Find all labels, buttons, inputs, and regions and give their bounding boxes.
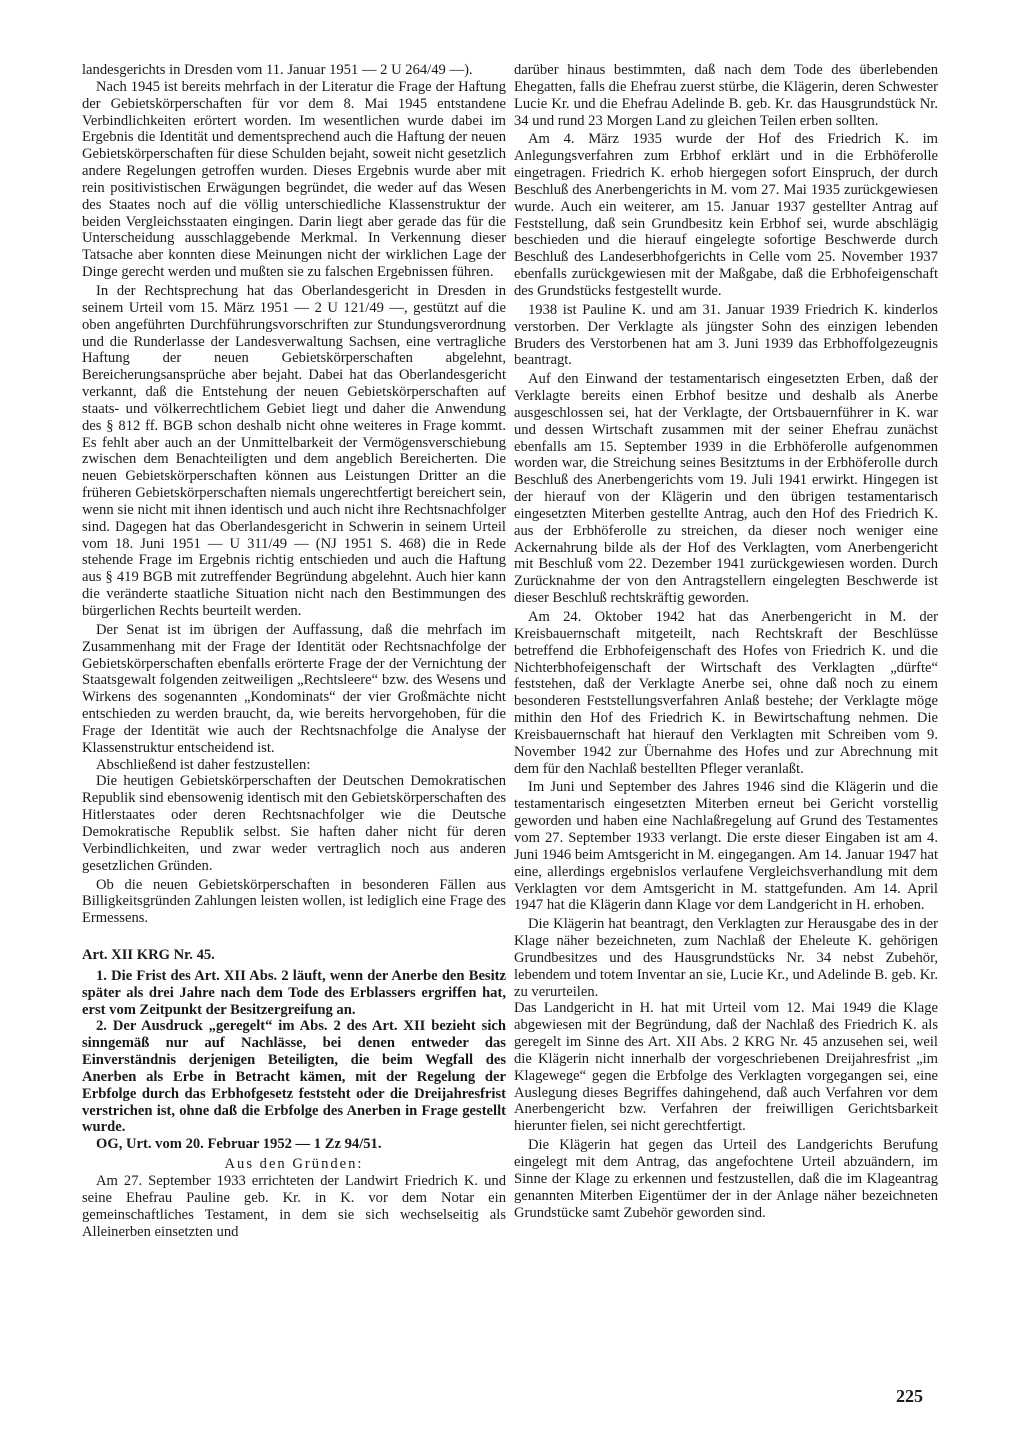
paragraph: 1938 ist Pauline K. und am 31. Januar 1939 Friedrich K. kinderlos verstorben. Der Verklagte als jüngster Sohn des einzigen lebenden Bruders des Verstorbenen hat am 3. Juni 1939 das Erbhoffolgezeugnis beantragt. xyxy=(514,301,938,369)
paragraph: In der Rechtsprechung hat das Oberlandesgericht in Dresden in seinem Urteil vom 15. März 1951 — 2 U 121/49 —, gestützt auf die oben angeführten Durchführungsvorschriften zur Stundungsverordnung und die Runderlasse der Landesverwaltung Sachsen, eine vertragliche Haftung der neuen Gebietskörperschaften abgelehnt, Bereicherungsansprüche aber bejaht. Dabei hat das Oberlandesgericht verkannt, daß die Entstehung der neuen Gebietskörperschaften auf staats- und völkerrechtlichem Gebiet liegt und daher die Anwendung des § 812 ff. BGB schon deshalb nicht ohne weiteres in Frage kommt. Es fehlt aber auch an der Unmittelbarkeit der Vermögensverschiebung zwischen dem Benachteiligten und dem angeblich Bereicherten. Die neuen Gebietskörperschaften können aus Leistungen Dritter an die früheren Gebietskörperschaften niemals ungerechtfertigt bereichert sein, wenn sie nicht mit ihnen identisch und auch nicht ihre Rechtsnachfolger sind. Dagegen hat das Oberlandesgericht in Schwerin in seinem Urteil vom 18. Juni 1951 — U 311/49 — (NJ 1951 S. 468) die in Rede stehende Frage im Ergebnis richtig entschieden und auch die Haftung aus § 419 BGB mit zutreffender Begründung abgelehnt. Auch hier kann die veränderte staatliche Situation nicht nach den Bestimmungen des bürgerlichen Rechts beurteilt werden. xyxy=(82,282,506,619)
paragraph: landesgerichts in Dresden vom 11. Januar 1951 — 2 U 264/49 —). xyxy=(82,62,473,78)
paragraph: Das Landgericht in H. hat mit Urteil vom 12. Mai 1949 die Klage abgewiesen mit der Begründung, daß der Nachlaß des Friedrich K. als geregelt im Sinne des Art. XII Abs. 2 KRG Nr. 45 anzusehen sei, weil die Klägerin nicht innerhalb der vorgeschriebenen Dreijahresfrist „im Klagewege“ gegen die Erbfolge des Verklagten vorgegangen sei, eine Auslegung dieses Begriffes dahingehend, daß auch Verfahren vor dem Anerbengericht bzw. Verfahren der freiwilligen Gerichtsbarkeit hierunter fielen, sei nicht gerechtfertigt. xyxy=(514,1000,938,1135)
page-number: 225 xyxy=(896,1386,923,1406)
paragraph: Auf den Einwand der testamentarisch eingesetzten Erben, daß der Verklagte bereits einen Erbhof besitze und deshalb als Anerbe ausgeschlossen sei, hat der Verklagte, der Ortsbauernführer in K. war und dessen Wirtschaft zusammen mit der seiner Ehefrau zunächst ebenfalls am 15. September 1939 in die Erbhöferolle aufgenommen worden war, die Streichung seines Besitztums in der Erbhöferolle durch Beschluß des Anerbengerichts vom 19. Juli 1941 erwirkt. Hingegen ist der hierauf von der Klägerin und den übrigen testamentarisch eingesetzten Miterben gestellte Antrag, auch den Hof des Friedrich K. aus der Erbhöferolle zu streichen, da dieser noch weniger eine Ackernahrung bilde als der Hof des Verklagten, vom Anerbengericht mit Beschluß vom 22. Dezember 1941 zurückgewiesen worden. Durch Zurücknahme der von den Antragstellern eingelegten Beschwerde ist dieser Beschluß rechtskräftig geworden. xyxy=(514,371,938,607)
paragraph: Die Klägerin hat gegen das Urteil des Landgerichts Berufung eingelegt mit dem Antrag, das angefochtene Urteil abzuändern, im Sinne der Klage zu erkennen und festzustellen, daß die im Klageantrag genannten Miterben Eigentümer der in der Anlage näher bezeichneten Grundstücke samt Zubehör geworden sind. xyxy=(514,1137,938,1221)
paragraph: Der Senat ist im übrigen der Auffassung, daß die mehrfach im Zusammenhang mit der Frage der Identität oder Rechtsnachfolge der Gebietskörperschaften ebenfalls erörterte Frage der der Vernichtung der Staatsgewalt folgenden zeitweiligen „Rechtsleere“ bzw. des Wesens und Wirkens des sogenannten „Kondominats“ der vier Großmächte nicht entschieden zu werden braucht, da, wie bereits hervorgehoben, für die Frage der Identität wie auch der Rechtsnachfolge die Analyse der Klassenstruktur entscheidend ist. xyxy=(82,621,506,756)
paragraph: Am 27. September 1933 errichteten der Landwirt Friedrich K. und seine Ehefrau Pauline geb. Kr. in K. vor dem Notar ein gemeinschaftliches Testament, in dem sie sich wechselseitig als Alleinerben einsetzten und xyxy=(82,1173,506,1240)
paragraph: Im Juni und September des Jahres 1946 sind die Klägerin und die testamentarisch eingesetzten Miterben erneut bei Gericht vorstellig geworden und haben eine Nachlaßregelung auf Grund des Testamentes vom 27. September 1933 verlangt. Die erste dieser Eingaben ist am 4. Juni 1946 beim Amtsgericht in M. eingegangen. Am 14. Januar 1947 hat eine, allerdings ergebnislos verlaufene Vergleichsverhandlung mit dem Verklagten vor dem Amtsgericht in M. stattgefunden. Am 14. April 1947 hat die Klägerin dann Klage vor dem Landgericht in H. erhoben. xyxy=(514,779,938,914)
left-column xyxy=(82,62,506,1240)
paragraph: Die Klägerin hat beantragt, den Verklagten zur Herausgabe des in der Klage näher bezeichneten, zum Nachlaß der Eheleute K. gehörigen Grundbesitzes und des Hausgrundstücks Nr. 34 nebst Zubehör, lebendem und totem Inventar an sie, Lucie Kr., und Adelinde B. geb. Kr. zu verurteilen. xyxy=(514,916,938,1000)
headnote: 1. Die Frist des Art. XII Abs. 2 läuft, wenn der Anerbe den Besitz später als drei Jahre nach dem Tode des Erblassers ergriffen hat, erst vom Zeitpunkt der Besitzergreifung an. xyxy=(82,967,506,1018)
paragraph: darüber hinaus bestimmten, daß nach dem Tode des überlebenden Ehegatten, falls die Ehefrau zuerst stürbe, die Klägerin, deren Schwester Lucie Kr. und die Ehefrau Adelinde B. geb. Kr. das Hausgrundstück Nr. 34 und rund 23 Morgen Land zu gleichen Teilen erben sollten. xyxy=(514,62,938,129)
section-heading: Art. XII KRG Nr. 45. xyxy=(82,947,215,964)
paragraph: Die heutigen Gebietskörperschaften der Deutschen Demokratischen Republik sind ebensowenig identisch mit den Gebietskörperschaften des Hitlerstaates oder deren Rechtsnachfolger wie die Deutsche Demokratische Republik selbst. Sie haften daher nicht für deren Verbindlichkeiten, und zwar weder vertraglich noch aus anderen gesetzlichen Gründen. xyxy=(82,773,506,874)
subheading: Aus den Gründen: xyxy=(224,1156,364,1173)
paragraph: Am 24. Oktober 1942 hat das Anerbengericht in M. der Kreisbauernschaft mitgeteilt, nach Rechtskraft der Beschlüsse betreffend die Erbhofeigenschaft des Hofes von Friedrich K. und die Nichterbhofeigenschaft der Wirtschaft des Verklagten „dürfte“ feststehen, daß der Verklagte Anerbe sei, ohne daß noch zu einem besonderen Feststellungsverfahren Anlaß bestehe; der Verklagte möge mithin den Hof des Friedrich K. in Bewirtschaftung nehmen. Die Kreisbauernschaft hat hierauf den Verklagten mit Schreiben vom 9. November 1942 zur Übernahme des Hofes und zur Abrechnung mit dem für den Nachlaß bestellten Pfleger veranlaßt. xyxy=(514,609,938,777)
paragraph: Abschließend ist daher festzustellen: xyxy=(96,756,311,773)
paragraph: Am 4. März 1935 wurde der Hof des Friedrich K. im Anlegungsverfahren zum Erbhof erklärt und in die Erbhöferolle eingetragen. Friedrich K. erhob hiergegen sofort Einspruch, der durch Beschluß des Anerbengerichts in M. vom 27. Mai 1935 zurückgewiesen wurde. Auch ein weiterer, am 15. Januar 1937 gestellter Antrag auf Feststellung, daß sein Grundbesitz kein Erbhof sei, wurde abschlägig beschieden und die hierauf eingelegte sofortige Beschwerde durch Beschluß des Landeserbhofgerichts in Celle vom 25. November 1937 ebenfalls zurückgewiesen mit der Maßgabe, daß die Erbhofeigenschaft des Grundstücks festgestellt wurde. xyxy=(514,131,938,299)
right-column xyxy=(514,62,938,1221)
paragraph: Ob die neuen Gebietskörperschaften in besonderen Fällen aus Billigkeitsgründen Zahlungen leisten wollen, ist lediglich eine Frage des Ermessens. xyxy=(82,876,506,927)
court-citation: OG, Urt. vom 20. Februar 1952 — 1 Zz 94/51. xyxy=(96,1136,382,1153)
headnote: 2. Der Ausdruck „geregelt“ im Abs. 2 des Art. XII bezieht sich sinngemäß nur auf Nachlässe, bei denen entweder das Einverständnis derjenigen Beteiligten, die beim Wegfall des Anerben als Erbe in Betracht kämen, mit der Regelung der Erbfolge durch das Erbhofgesetz feststeht oder die Dreijahresfrist verstrichen ist, ohne daß die Erbfolge des Anerben in Frage gestellt wurde. xyxy=(82,1018,506,1136)
paragraph: Nach 1945 ist bereits mehrfach in der Literatur die Frage der Haftung der Gebietskörperschaften für vor dem 8. Mai 1945 entstandene Verbindlichkeiten erörtert worden. Im wesentlichen wurde dabei im Ergebnis die Identität und dementsprechend auch die Haftung der neuen Gebietskörperschaften für diese Schulden bejaht, soweit nicht gesetzlich andere Regelungen getroffen wurden. Dieses Ergebnis wurde aber mit rein positivistischen Erwägungen begründet, die weder auf das Wesen des Staates noch auf die völlig unterschiedliche Klassenstruktur der beiden Vergleichsstaaten eingingen. Darin liegt aber gerade das für die Unterscheidung ausschlaggebende Merkmal. In Verkennung dieser Tatsache aber konnten diese Meinungen nicht der wirklichen Lage der Dinge gerecht werden und mußten sie zu falschen Ergebnissen führen. xyxy=(82,78,506,281)
